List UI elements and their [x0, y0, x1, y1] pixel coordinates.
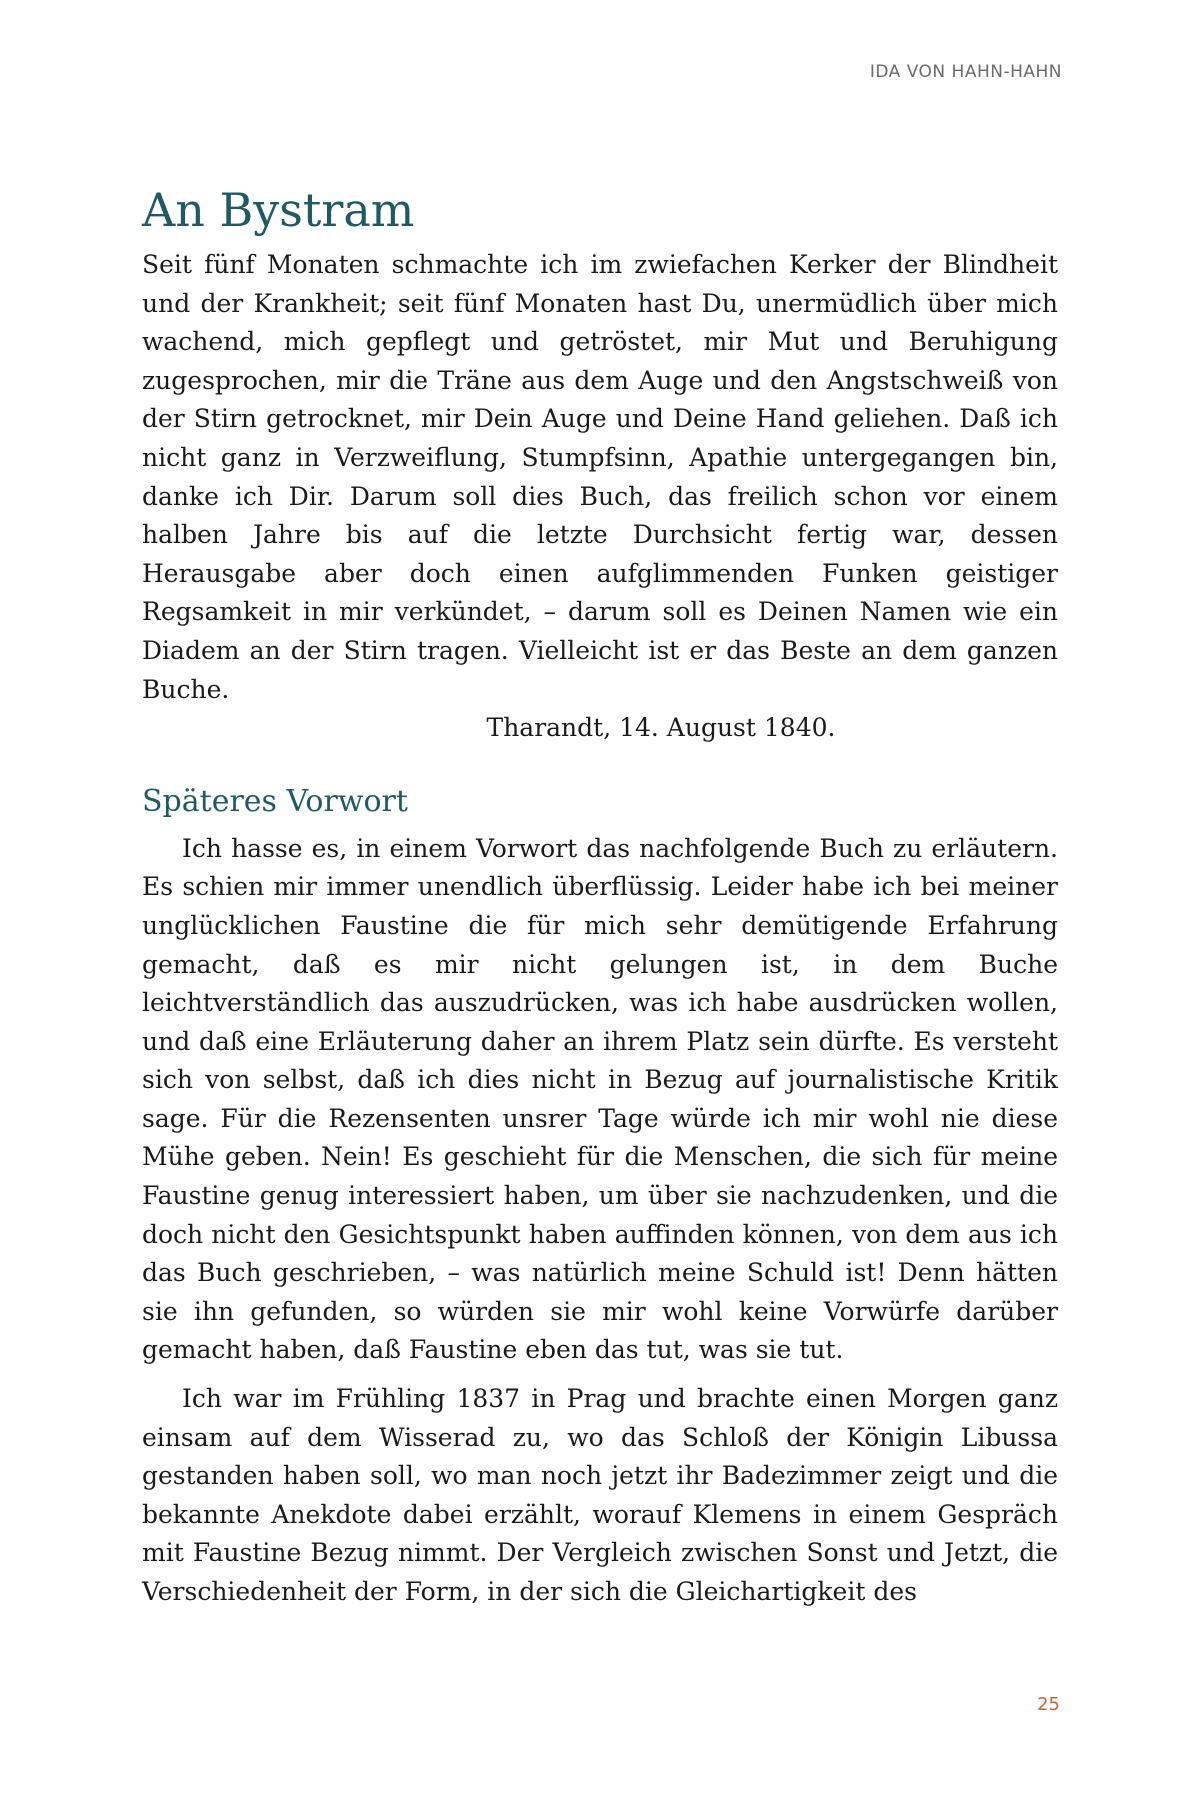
dedication-signature: Tharandt, 14. August 1840.: [486, 713, 836, 743]
running-head: IDA VON HAHN-HAHN: [869, 62, 1062, 82]
chapter-title: An Bystram: [142, 183, 415, 237]
paragraph: Ich hasse es, in einem Vorwort das nachfolgende Buch zu erläutern. Es schien mir immer unendlich überflüssig. Leider habe ich bei meiner unglücklichen Faustine die für mich sehr demütigende Erfahrung gemacht, daß es mir nicht gelungen ist, in dem Buche leichtverständlich das auszudrücken, was ich habe ausdrücken wollen, und daß eine Erläuterung daher an ihrem Platz sein dürfte. Es versteht sich von selbst, daß ich dies nicht in Bezug auf journalistische Kritik sage. Für die Rezensenten unsrer Tage würde ich mir wohl nie diese Mühe geben. Nein! Es geschieht für die Menschen, die sich für meine Faustine genug interessiert haben, um über sie nachzudenken, und die doch nicht den Gesichtspunkt haben auffinden können, von dem aus ich das Buch geschrieben, – was natürlich meine Schuld ist! Denn hätten sie ihn gefunden, so würden sie mir wohl keine Vorwürfe darüber gemacht haben, daß Faustine eben das tut, was sie tut.: [142, 833, 1058, 1365]
section-title: Späteres Vorwort: [142, 783, 408, 819]
dedication-text: Seit fünf Monaten schmachte ich im zwiefachen Kerker der Blindheit und der Krankheit; seit fünf Monaten hast Du, unermüdlich über mich wachend, mich gepflegt und getröstet, mir Mut und Beruhigung zugesprochen, mir die Träne aus dem Auge und den Angstschweiß von der Stirn getrocknet, mir Dein Auge und Deine Hand geliehen. Daß ich nicht ganz in Verzweiflung, Stumpfsinn, Apathie untergegangen bin, danke ich Dir. Darum soll dies Buch, das freilich schon vor einem halben Jahre bis auf die letzte Durchsicht fertig war, dessen Herausgabe aber doch einen aufglimmenden Funken geistiger Regsamkeit in mir verkündet, – darum soll es Deinen Namen wie ein Diadem an der Stirn tragen. Vielleicht ist er das Beste an dem ganzen Buche.: [142, 250, 1058, 704]
paragraph: Ich war im Frühling 1837 in Prag und brachte einen Morgen ganz einsam auf dem Wisserad zu, wo das Schloß der Königin Libussa gestanden haben soll, wo man noch jetzt ihr Badezimmer zeigt und die bekannte Anekdote dabei erzählt, worauf Klemens in einem Gespräch mit Faustine Bezug nimmt. Der Vergleich zwischen Sonst und Jetzt, die Verschiedenheit der Form, in der sich die Gleichartigkeit des: [142, 1384, 1058, 1606]
page-number: 25: [1037, 1694, 1060, 1715]
page-content: [142, 180, 1058, 1612]
